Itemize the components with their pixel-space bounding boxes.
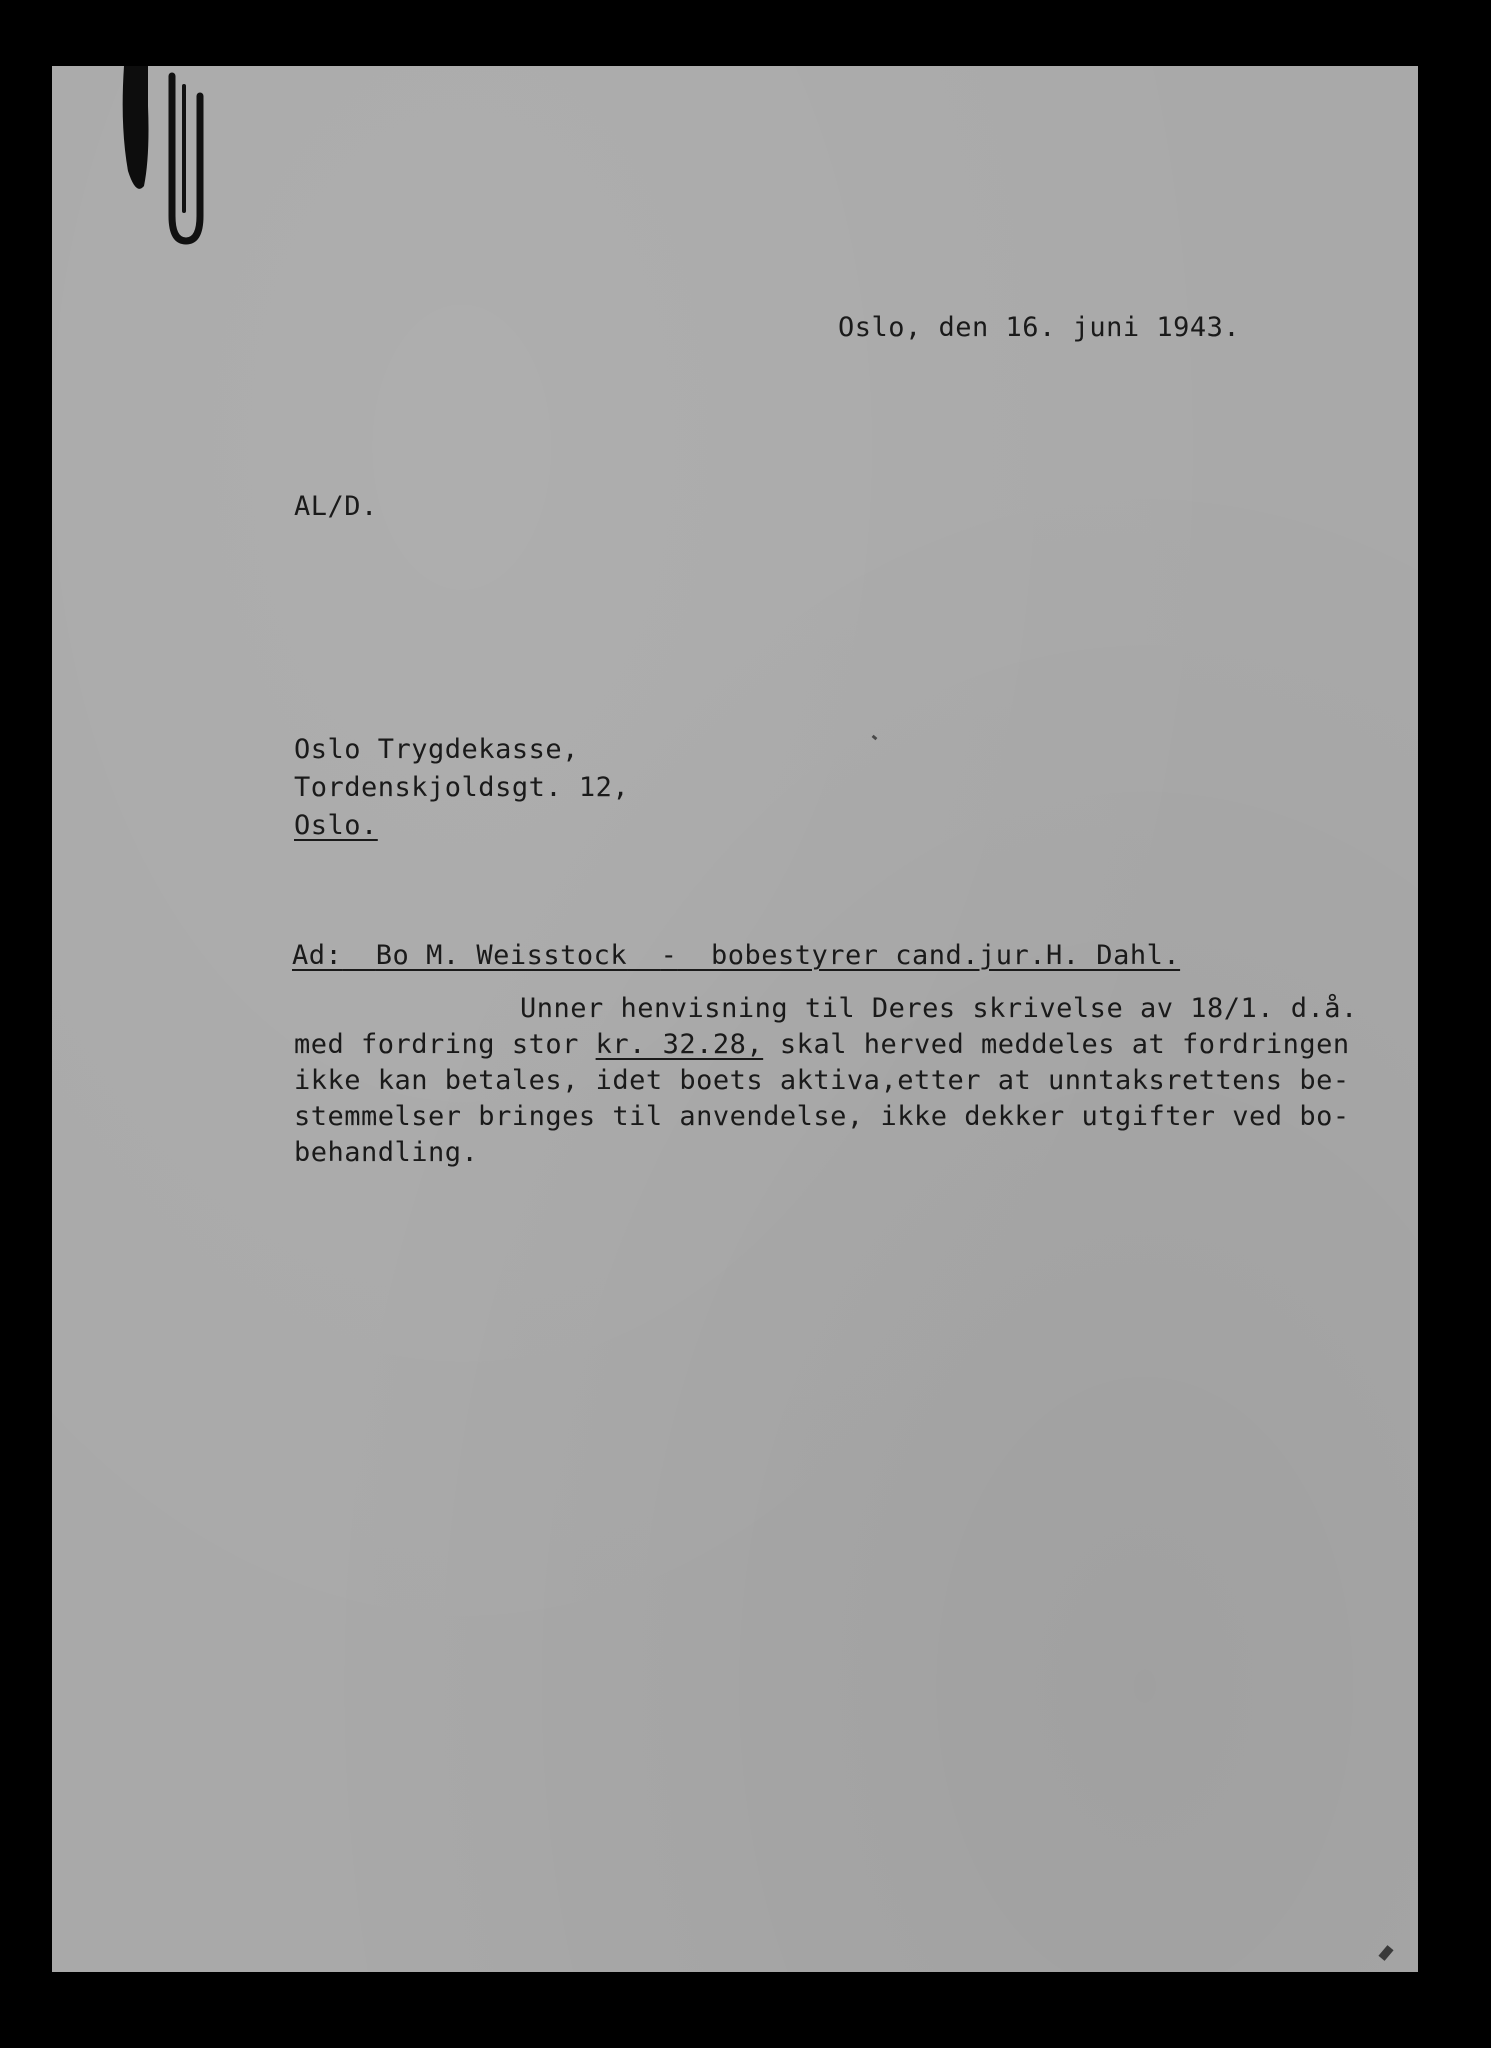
paper-speck — [1378, 1945, 1393, 1961]
claim-amount: kr. 32.28, — [595, 1029, 764, 1060]
paper-clip-icon — [114, 66, 224, 266]
reference-code: AL/D. — [294, 491, 378, 522]
subject-administrator: bobestyrer cand.jur.H. Dahl. — [710, 940, 1181, 971]
paper-speck — [872, 735, 878, 741]
body-line-3: ikke kan betales, idet boets aktiva,etter at unntaksrettens be- — [294, 1065, 1350, 1096]
recipient-city: Oslo. — [294, 810, 378, 841]
letter-date: Oslo, den 16. juni 1943. — [838, 312, 1241, 343]
body-line-5: behandling. — [294, 1137, 479, 1168]
recipient-name: Oslo Trygdekasse, — [294, 734, 579, 765]
body-line-1: Unner henvisning til Deres skrivelse av 18/1. d.å. — [520, 993, 1358, 1024]
subject-dash: - — [660, 940, 678, 971]
body-line-4: stemmelser bringes til anvendelse, ikke dekker utgifter ved bo- — [294, 1101, 1350, 1132]
subject-line — [292, 940, 1180, 971]
subject-estate: Bo M. Weisstock — [375, 940, 628, 971]
body-line-2-end: skal herved meddeles at fordringen — [763, 1029, 1350, 1060]
body-line-2-start: med fordring stor — [294, 1029, 596, 1060]
body-line-2 — [294, 1029, 1350, 1060]
recipient-street: Tordenskjoldsgt. 12, — [294, 772, 630, 803]
subject-prefix: Ad: — [292, 940, 343, 971]
letter-page — [52, 66, 1418, 1972]
